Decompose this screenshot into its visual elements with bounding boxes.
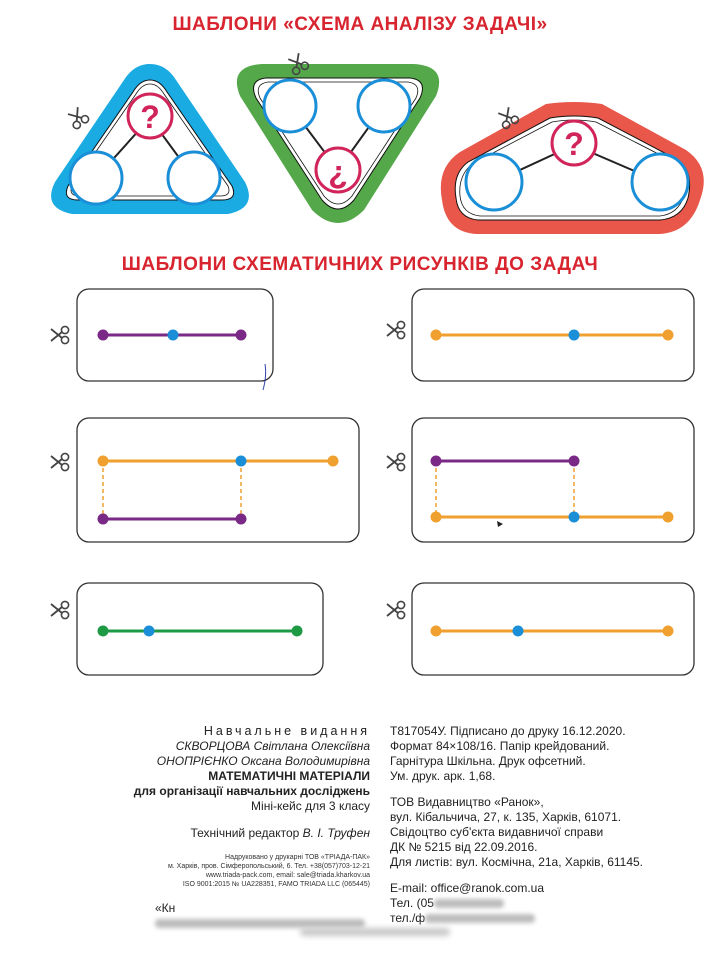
publisher-2: вул. Кібальчича, 27, к. 135, Харків, 61071. — [390, 810, 622, 824]
author-2: ОНОПРІЄНКО Оксана Володимирівна — [156, 754, 370, 768]
book-title: МАТЕМАТИЧНІ МАТЕРІАЛИ — [208, 769, 370, 783]
publisher-1: ТОВ Видавництво «Ранок», — [390, 795, 544, 809]
publisher-email: E-mail: office@ranok.com.ua — [390, 881, 545, 895]
printed-line-4: ISO 9001:2015 № UA228351, FAMO TRIADA LLC (065445) — [182, 881, 370, 888]
drawing-template-4 — [387, 418, 694, 542]
print-info-3: Гарнітура Шкільна. Друк офсетний. — [390, 754, 586, 768]
edition-type: Навчальне видання — [203, 724, 370, 738]
drawing-template-5 — [51, 583, 323, 675]
drawing-template-2 — [387, 289, 694, 381]
printed-line-2: м. Харків, пров. Сімферопольський, 6. Тел. +38(057)703-12-21 — [167, 863, 370, 870]
scissors-icon — [387, 321, 405, 338]
heading-drawing-templates: ШАБЛОНИ СХЕМАТИЧНИХ РИСУНКІВ ДО ЗАДАЧ — [121, 254, 599, 275]
printed-line-1: Надруковано у друкарні ТОВ «ТРІАДА-ПАК» — [225, 854, 370, 861]
heading-analysis-templates: ШАБЛОНИ «СХЕМА АНАЛІЗУ ЗАДАЧІ» — [172, 14, 548, 35]
question-mark-icon: ? — [140, 99, 160, 135]
book-grade: Міні-кейс для 3 класу — [251, 799, 370, 813]
scissors-icon — [51, 326, 69, 343]
imprint-right — [390, 724, 710, 926]
print-info-2: Формат 84×108/16. Папір крейдований. — [390, 739, 610, 753]
quote-line: «Кн — [10, 901, 370, 931]
publisher-fax: тел./ф — [390, 911, 710, 926]
scissors-icon — [387, 453, 405, 470]
publisher-3: Свідоцтво суб'єкта видавничої справи — [390, 825, 604, 839]
author-1: СКВОРЦОВА Світлана Олексіївна — [175, 739, 370, 753]
analysis-template-red — [441, 102, 704, 234]
publisher-4: ДК № 5215 від 22.09.2016. — [390, 840, 538, 854]
drawing-template-3 — [51, 418, 359, 542]
technical-editor: Технічний редактор В. І. Труфен — [190, 826, 370, 840]
printed-line-3: www.triada-pack.com, email: sale@triada.kharkov.ua — [205, 872, 370, 879]
print-info-4: Ум. друк. арк. 1,68. — [390, 769, 496, 783]
publisher-tel: Тел. (05 — [390, 896, 710, 911]
inverted-question-mark-icon: ¿ — [328, 154, 348, 190]
drawing-template-1 — [51, 289, 273, 390]
imprint-left — [10, 724, 370, 931]
scissors-icon — [51, 453, 69, 470]
publisher-5: Для листів: вул. Космічна, 21а, Харків, 61145. — [390, 855, 644, 869]
print-info-1: Т817054У. Підписано до друку 16.12.2020. — [390, 724, 626, 738]
question-mark-icon: ? — [564, 126, 584, 162]
drawing-template-6 — [387, 583, 694, 675]
analysis-template-blue — [51, 64, 249, 214]
scissors-icon — [66, 106, 90, 130]
scissors-icon — [387, 601, 405, 618]
scissors-icon — [51, 601, 69, 618]
book-subtitle: для організації навчальних досліджень — [133, 784, 370, 798]
blurred-footer — [300, 928, 450, 936]
analysis-template-green — [237, 52, 439, 223]
